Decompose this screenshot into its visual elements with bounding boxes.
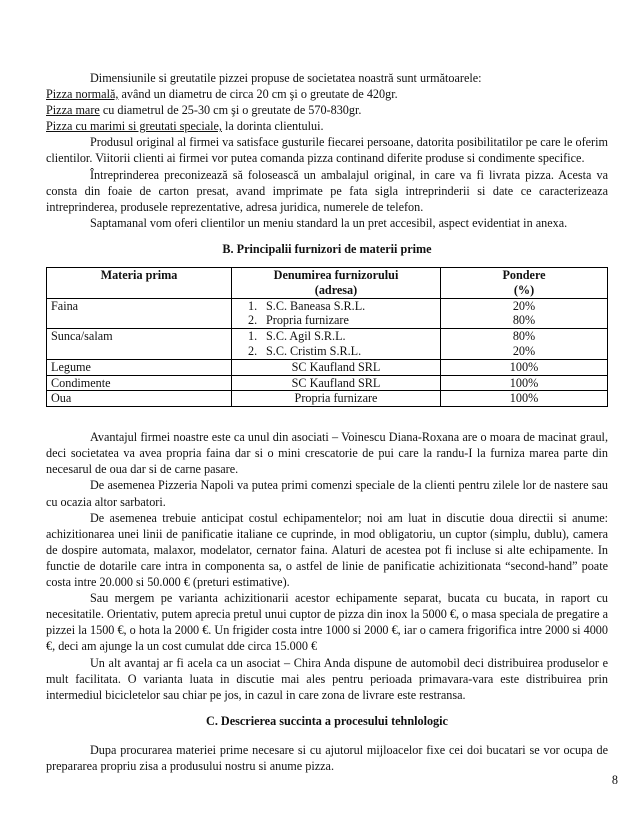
heading-suppliers: B. Principalii furnizori de materii prime [222, 241, 432, 256]
paragraph-advantage-mill: Avantajul firmei noastre este ca unul din asociati – Voinescu Diana-Roxana are o moara de macinat graul, deci societatea va avea propria faina dar si o mini crescatorie de pui care la randu-I la furniza marea parte din necesarul de oua dar si de carne pasare. [46, 430, 608, 477]
paragraph-separate-equipment: Sau mergem pe varianta achizitionarii acestor echipamente separat, bucata cu bucata, in raport cu necesitatile. Orientativ, putem aprecia pretul unui cuptor de pizza din inox la 5000 €, o masa speciala de pregatire a pizzei la 1500 €, o hota la 2000 €. Un frigider costa intre 1000 si 2000 €, iar o camera frigorifica intre 2000 si 4000 €, deci am ajunge la un cost cumulat dde circa 15.000 € [46, 591, 608, 654]
cell-weight: 100% [441, 359, 608, 375]
cell-supplier: SC Kaufland SRL [232, 359, 441, 375]
cell-material: Oua [47, 391, 232, 407]
cell-material: Sunca/salam [47, 329, 232, 360]
paragraph-weekly-menu: Saptamanal vom oferi clientilor un meniu standard la un pret accesibil, aspect evidentiat in anexa. [90, 215, 568, 230]
cell-material: Faina [47, 298, 232, 329]
cell-material: Legume [47, 359, 232, 375]
cell-supplier: Propria furnizare [232, 391, 441, 407]
paragraph-special-pizza [46, 118, 608, 134]
paragraph-normal-pizza [46, 86, 608, 102]
cell-weight: 20% 80% [441, 298, 608, 329]
header-weight: Pondere (%) [441, 268, 608, 299]
cell-weight: 100% [441, 391, 608, 407]
large-pizza-label: Pizza mare [46, 103, 100, 118]
table-header-row [47, 268, 608, 299]
table-row [47, 375, 608, 391]
paragraph-distribution: Un alt avantaj ar fi acela ca un asociat – Chira Anda dispune de automobil deci distribuirea produselor e mult facilitata. O varianta luata in discutie mai ales pentru perioada primavara-vara este distribuirea prin intermediul bicicletelor sau chiar pe jos, in cazul in care zona de livrare este restransa. [46, 655, 608, 702]
paragraph-special-orders: De asemenea Pizzeria Napoli va putea primi comenzi speciale de la clienti pentru zilele lor de nastere sau cu ocazia altor sarbatori. [46, 478, 608, 509]
cell-supplier: SC Kaufland SRL [232, 375, 441, 391]
heading-technological-process: C. Descrierea succinta a procesului tehnlologic [206, 713, 448, 728]
table-row [47, 391, 608, 407]
special-pizza-label: Pizza cu marimi si greutati speciale, [46, 119, 222, 134]
document-page [46, 70, 608, 774]
page-number: 8 [611, 773, 618, 787]
large-pizza-text: cu diametrul de 25-30 cm şi o greutate de 570-830gr. [99, 103, 362, 118]
paragraph-preparation: Dupa procurarea materiei prime necesare si cu ajutorul mijloacelor fixe cei doi bucatari se vor ocupa de prepararea propriu zisa a produsului nostru si anume pizza. [46, 742, 608, 773]
table-row [47, 359, 608, 375]
cell-supplier: 1. S.C. Agil S.R.L. 2. S.C. Cristim S.R.L. [232, 329, 441, 360]
paragraph-packaging: Întreprinderea preconizează să folosească un ambalajul original, in care va fi livrata pizza. Acesta va consta din foaie de carton presat, avand imprimate pe fata sigla intreprinderii si date ce caracterizeaza intreprinderea, produsele reprezentative, adresa juridica, numerele de telefon. [46, 167, 608, 214]
paragraph-equipment-cost: De asemenea trebuie anticipat costul echipamentelor; noi am luat in discutie doua directii si anume: achizitionarea unei linii de panificatie italiane ce cuprinde, in mod obligatoriu, un cuptor (simplu, dublu), camera de dospire automata, malaxor, modelator, cernator faina. Alaturi de acestea pot fi incluse si alte echipamente. In functie de dotarile care intra in componenta sa, o astfel de linie de panificatie achizitionata “second-hand” poate costa intre 20.000 si 50.000 € (preturi estimative). [46, 510, 608, 590]
cell-supplier: 1. S.C. Baneasa S.R.L. 2. Propria furnizare [232, 298, 441, 329]
normal-pizza-label: Pizza normală, [46, 87, 119, 102]
special-pizza-text: la dorinta clientului. [221, 119, 324, 134]
header-supplier: Denumirea furnizorului (adresa) [232, 268, 441, 299]
suppliers-table [46, 267, 608, 407]
paragraph-original-product: Produsul original al firmei va satisface gusturile fiecarei persoane, datorita posibilitatilor pe care le oferim clientilor. Viitorii clienti ai firmei vor putea comanda pizza continand diferite produse si condimente specifice. [46, 135, 608, 166]
paragraph-large-pizza [46, 102, 608, 118]
table-row [47, 329, 608, 360]
cell-weight: 100% [441, 375, 608, 391]
cell-weight: 80% 20% [441, 329, 608, 360]
table-row [47, 298, 608, 329]
normal-pizza-text: având un diametru de circa 20 cm şi o greutate de 420gr. [118, 87, 398, 102]
cell-material: Condimente [47, 375, 232, 391]
header-raw-material: Materia prima [47, 268, 232, 299]
paragraph-dimensions: Dimensiunile si greutatile pizzei propuse de societatea noastră sunt următoarele: [90, 71, 482, 85]
